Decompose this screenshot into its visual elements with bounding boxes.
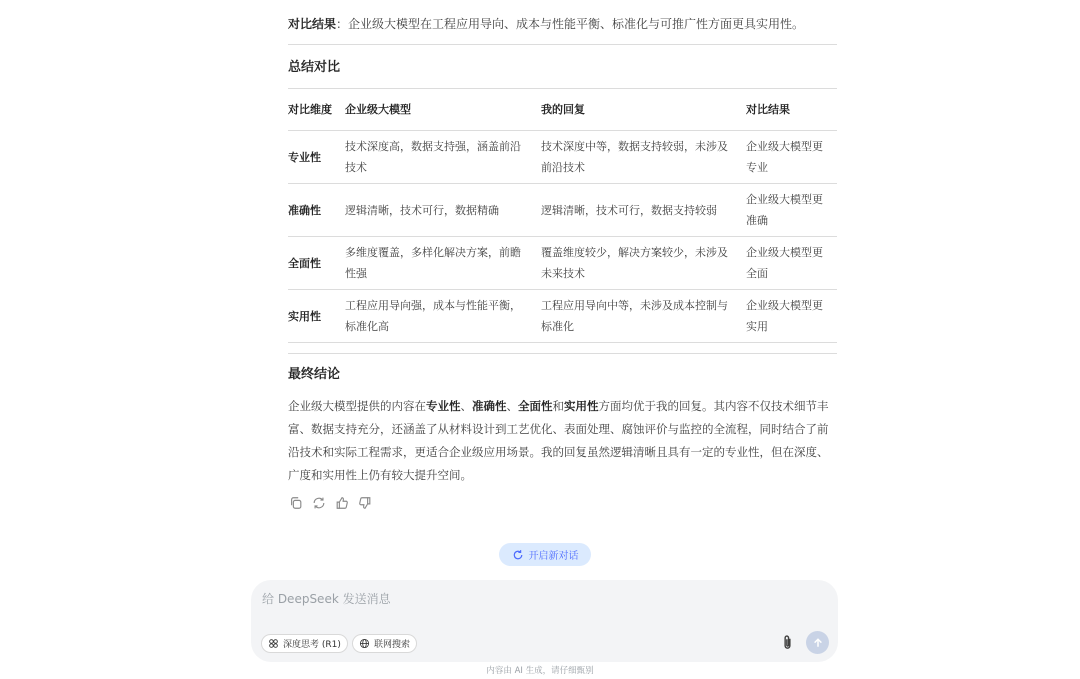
thumbs-down-icon[interactable] <box>357 496 372 511</box>
table-row <box>288 131 837 184</box>
table-header-result <box>746 89 837 131</box>
new-chat-icon <box>512 549 524 561</box>
conclusion-bold: 实用性 <box>564 399 599 413</box>
table-header-row <box>288 89 837 131</box>
table-header-dimension <box>288 89 345 131</box>
cell-enterprise <box>345 184 541 237</box>
conclusion-text: 、 <box>460 399 472 413</box>
conclusion-text: 方面均优于我的回复。其内容不仅技术细节丰富、数据支持充分，还涵盖了从材料设计到工艺优化、表面处理、腐蚀评价与监控的全流程，同时结合了前沿技术和实际工程需求，更适合企业级应用场景。我的回复虽然逻辑清晰且具有一定的专业性，但在深度、广度和实用性上仍有较大提升空间。 <box>288 399 829 482</box>
cell-dimension <box>288 290 345 343</box>
table-row <box>288 237 837 290</box>
header-label: 对比结果 <box>746 103 790 116</box>
cell-text: 专业性 <box>288 150 321 164</box>
attach-button[interactable] <box>778 632 796 652</box>
cell-result <box>746 184 837 237</box>
cell-dimension <box>288 131 345 184</box>
conclusion-bold: 全面性 <box>518 399 553 413</box>
web-search-label: 联网搜索 <box>374 640 411 650</box>
new-chat-button[interactable] <box>499 543 591 566</box>
cell-mine <box>541 290 746 343</box>
cell-text: 技术深度中等，数据支持较弱，未涉及前沿技术 <box>541 140 728 174</box>
conclusion-text: 和 <box>552 399 564 413</box>
table-header-enterprise <box>345 89 541 131</box>
conclusion-text: 企业级大模型提供的内容在 <box>288 399 426 413</box>
result-text: 企业级大模型在工程应用导向、成本与性能平衡、标准化与可推广性方面更具实用性。 <box>348 17 805 31</box>
assistant-message <box>288 0 837 511</box>
result-separator: ： <box>336 17 349 31</box>
header-label: 企业级大模型 <box>345 103 411 116</box>
cell-mine <box>541 131 746 184</box>
cell-enterprise <box>345 237 541 290</box>
copy-icon[interactable] <box>288 496 303 511</box>
deep-think-label: 深度思考 (R1) <box>283 640 341 650</box>
globe-icon <box>359 638 370 649</box>
cell-text: 企业级大模型更全面 <box>746 246 823 280</box>
cell-text: 企业级大模型更实用 <box>746 299 823 333</box>
ai-disclaimer: 内容由 AI 生成，请仔细甄别 <box>486 666 594 676</box>
comparison-table <box>288 88 837 343</box>
cell-text: 全面性 <box>288 256 321 270</box>
arrow-up-icon <box>812 637 824 649</box>
message-input[interactable]: 给 DeepSeek 发送消息 <box>262 592 391 606</box>
cell-mine <box>541 184 746 237</box>
summary-heading: 总结对比 <box>288 60 341 75</box>
deep-think-toggle[interactable] <box>261 634 348 653</box>
cell-text: 企业级大模型更专业 <box>746 140 823 174</box>
conclusion-text: 、 <box>506 399 518 413</box>
cell-text: 多维度覆盖，多样化解决方案，前瞻性强 <box>345 246 521 280</box>
result-label: 对比结果 <box>288 17 337 31</box>
thumbs-up-icon[interactable] <box>334 496 349 511</box>
web-search-toggle[interactable] <box>352 634 417 653</box>
cell-mine <box>541 237 746 290</box>
cell-enterprise <box>345 290 541 343</box>
header-label: 我的回复 <box>541 103 585 116</box>
conclusion-heading: 最终结论 <box>288 367 341 382</box>
conclusion-paragraph <box>288 395 837 487</box>
message-actions <box>288 495 837 511</box>
cell-result <box>746 290 837 343</box>
table-header-mine <box>541 89 746 131</box>
cell-result <box>746 131 837 184</box>
header-label: 对比维度 <box>288 103 332 116</box>
send-button[interactable] <box>806 631 829 654</box>
deep-think-icon <box>268 638 279 649</box>
conclusion-bold: 准确性 <box>472 399 507 413</box>
cell-text: 工程应用导向强，成本与性能平衡，标准化高 <box>345 299 521 333</box>
cell-text: 逻辑清晰，技术可行，数据支持较弱 <box>541 203 717 217</box>
cell-text: 企业级大模型更准确 <box>746 193 823 227</box>
cell-text: 技术深度高，数据支持强，涵盖前沿技术 <box>345 140 521 174</box>
new-chat-label: 开启新对话 <box>528 551 579 562</box>
cell-enterprise <box>345 131 541 184</box>
regenerate-icon[interactable] <box>311 496 326 511</box>
divider <box>288 353 837 354</box>
cell-dimension <box>288 184 345 237</box>
cell-text: 实用性 <box>288 309 321 323</box>
cell-text: 准确性 <box>288 203 321 217</box>
cell-result <box>746 237 837 290</box>
cell-text: 覆盖维度较少，解决方案较少，未涉及未来技术 <box>541 246 728 280</box>
paperclip-icon <box>781 634 794 651</box>
divider <box>288 44 837 45</box>
cell-text: 工程应用导向中等，未涉及成本控制与标准化 <box>541 299 728 333</box>
message-composer <box>251 580 838 662</box>
table-row <box>288 290 837 343</box>
table-row <box>288 184 837 237</box>
cell-text: 逻辑清晰，技术可行，数据精确 <box>345 203 499 217</box>
comparison-result-line <box>288 14 837 34</box>
cell-dimension <box>288 237 345 290</box>
conclusion-bold: 专业性 <box>426 399 461 413</box>
